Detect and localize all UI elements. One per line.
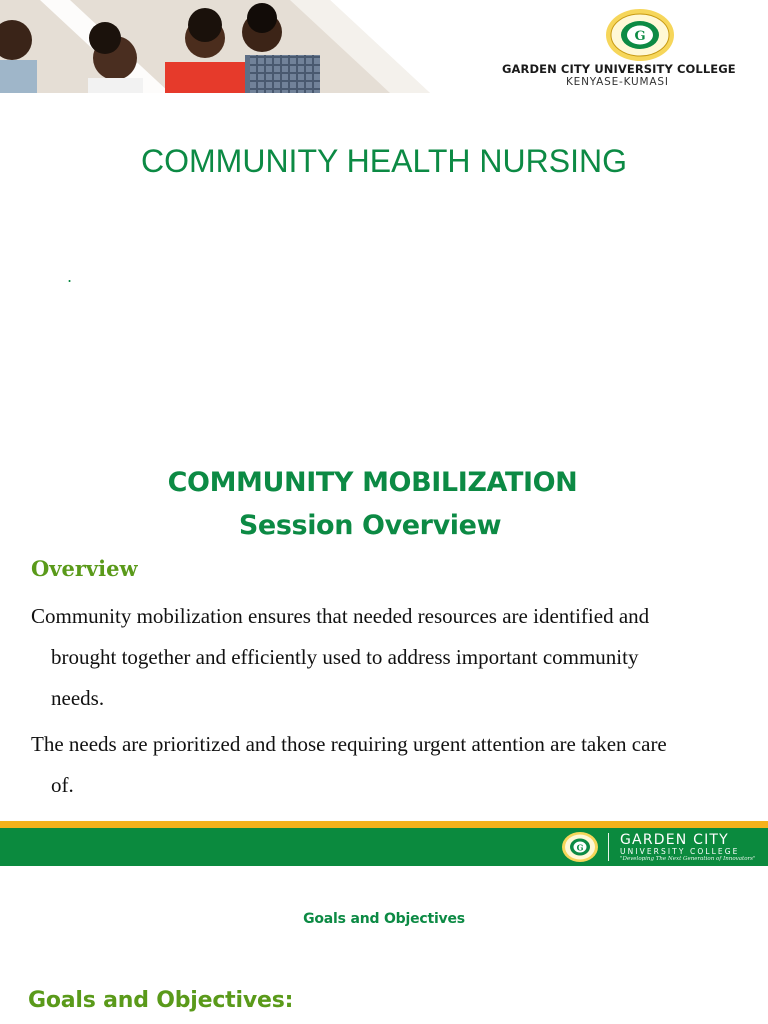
goals-slide-title: Goals and Objectives <box>303 911 465 927</box>
goals-heading: Goals and Objectives: <box>28 988 294 1013</box>
footer-college-name: GARDEN CITY <box>620 832 729 848</box>
overview-paragraph-1: Community mobilization ensures that needed resources are identified and brought together and efficiently used to address important community needs. <box>31 604 650 710</box>
college-name: GARDEN CITY UNIVERSITY COLLEGE <box>502 62 736 76</box>
course-title: COMMUNITY HEALTH NURSING <box>141 143 627 179</box>
svg-text:G: G <box>634 29 646 44</box>
college-location: KENYASE-KUMASI <box>566 76 669 88</box>
section-title: COMMUNITY MOBILIZATION <box>167 467 578 498</box>
footer-motto: "Developing The Next Generation of Innovators" <box>620 856 756 862</box>
overview-heading: Overview <box>31 556 138 581</box>
bullet-point: . <box>67 267 73 286</box>
college-seal-icon <box>604 8 676 62</box>
overview-paragraph-2: The needs are prioritized and those requiring urgent attention are taken care of. <box>31 732 667 797</box>
header-banner <box>0 0 768 93</box>
footer-college-sub: UNIVERSITY COLLEGE <box>620 847 740 856</box>
footer-gold-stripe <box>0 821 768 828</box>
footer-divider <box>608 833 609 861</box>
footer-seal-icon <box>561 831 599 863</box>
students-photo <box>0 0 445 93</box>
section-subtitle: Session Overview <box>238 510 502 541</box>
svg-text:G: G <box>576 842 584 853</box>
